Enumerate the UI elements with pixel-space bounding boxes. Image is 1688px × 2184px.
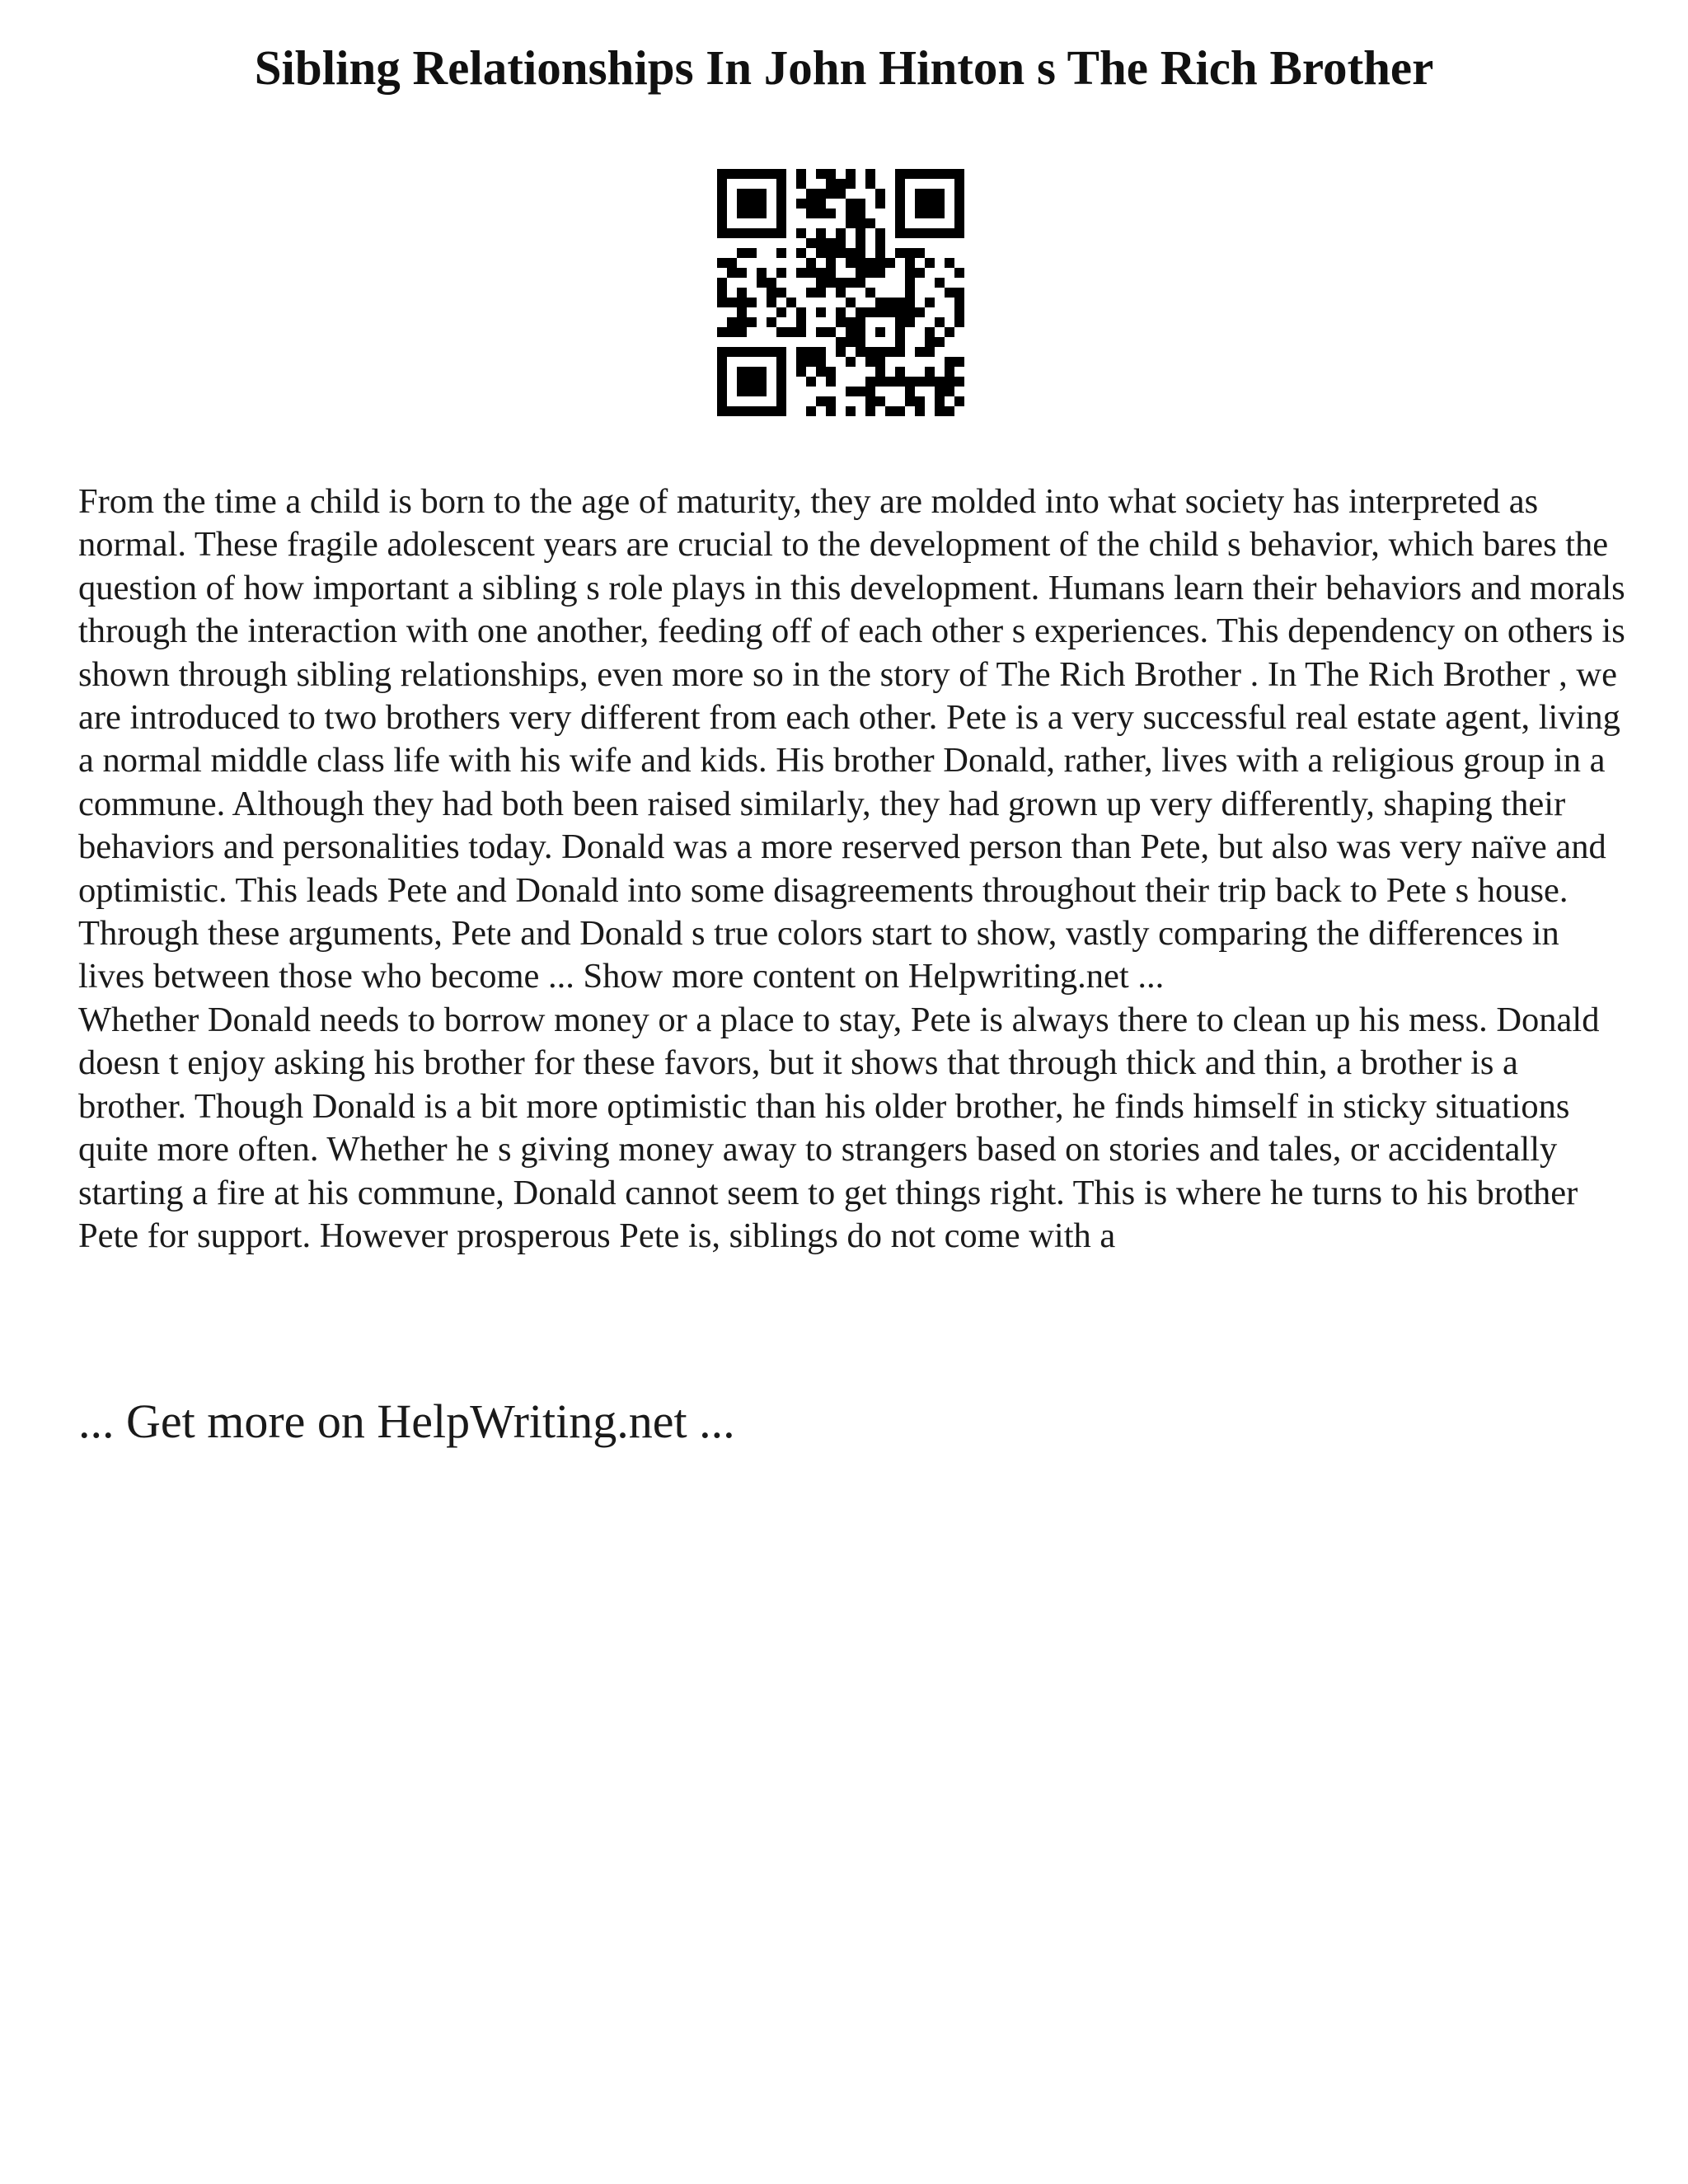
paragraph-1: From the time a child is born to the age of maturity, they are molded into what society has interpreted as normal. These fragile adolescent years are crucial to the development of the child s behavior, which bares the question of how important a sibling s role plays in this development. Humans learn their behaviors and morals through the interaction with one another, feeding off of each other s experiences. This dependency on others is shown through sibling relationships, even more so in the story of The Rich Brother . In The Rich Brother , we are introduced to two brothers very different from each other. Pete is a very successful real estate agent, living a normal middle class life with his wife and kids. His brother Donald, rather, lives with a religious group in a commune. Although they had both been raised similarly, they had grown up very differently, shaping their behaviors and personalities today. Donald was a more reserved person than Pete, but also was very naïve and optimistic. This leads Pete and Donald into some disagreements throughout their trip back to Pete s house. Through these arguments, Pete and Donald s true colors start to show, vastly comparing the differences in lives between those who become ... Show more content on Helpwriting.net ... bbox=[78, 482, 1625, 996]
document-body bbox=[78, 480, 1628, 1258]
document-title: Sibling Relationships In John Hinton s The Rich Brother bbox=[254, 40, 1434, 95]
get-more-link[interactable]: ... Get more on HelpWriting.net ... bbox=[78, 1394, 735, 1448]
paragraph-2: Whether Donald needs to borrow money or a place to stay, Pete is always there to clean up his mess. Donald doesn t enjoy asking his brother for these favors, but it shows that through thick and thin, a brother is a brother. Though Donald is a bit more optimistic than his older brother, he finds himself in sticky situations quite more often. Whether he s giving money away to strangers based on stories and tales, or accidentally starting a fire at his commune, Donald cannot seem to get things right. This is where he turns to his brother Pete for support. However prosperous Pete is, siblings do not come with a bbox=[78, 1000, 1600, 1255]
qr-code-icon[interactable] bbox=[717, 169, 964, 416]
